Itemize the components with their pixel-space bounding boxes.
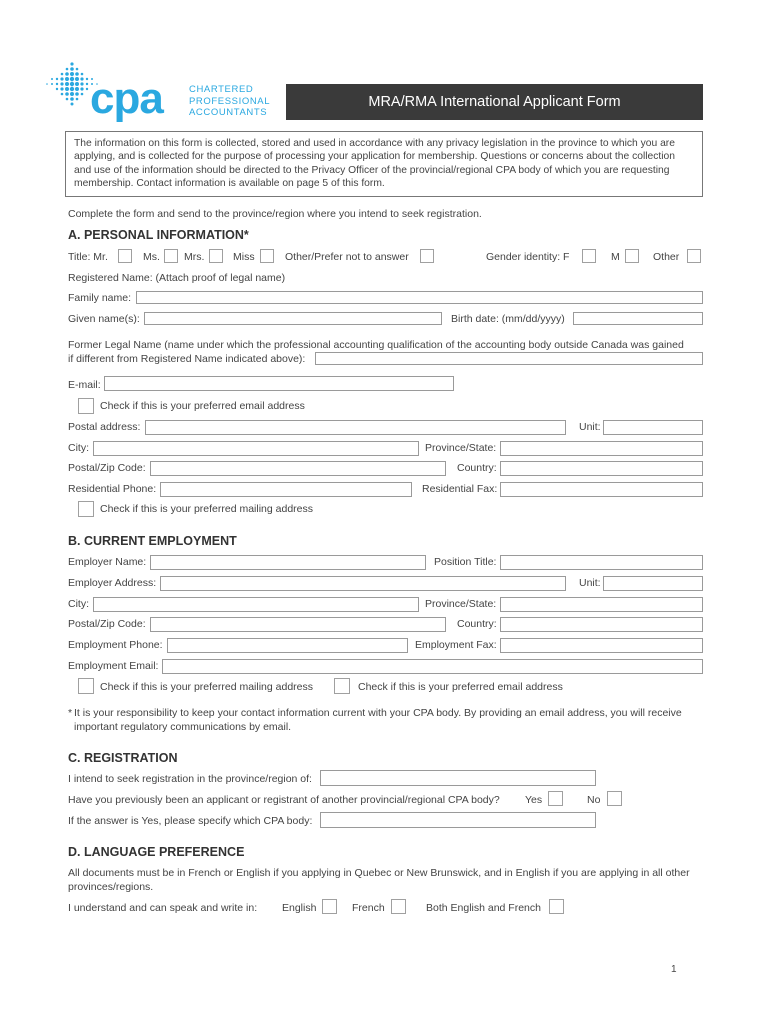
logo-wordmark: cpa [90,74,163,123]
family-name-label: Family name: [68,292,132,304]
logo-sub-line: PROFESSIONAL [189,95,271,107]
postal-code-label: Postal/Zip Code: [68,462,146,474]
province-label: Province/State: [425,442,497,454]
title-ms-checkbox[interactable] [164,249,178,263]
preferred-mailing-label: Check if this is your preferred mailing address [100,503,314,515]
title-mrs-checkbox[interactable] [209,249,223,263]
employer-country-label: Country: [457,618,497,630]
unit-input[interactable] [603,420,703,435]
employment-email-label: Employment Email: [68,660,159,672]
intend-registration-label: I intend to seek registration in the province/region of: [68,773,312,785]
previous-yes-label: Yes [525,794,543,806]
section-b-heading: B. CURRENT EMPLOYMENT [68,534,237,548]
position-title-label: Position Title: [434,556,497,568]
registered-name-label: Registered Name: (Attach proof of legal name) [68,272,286,284]
residential-phone-input[interactable] [160,482,412,497]
gender-f-checkbox[interactable] [582,249,596,263]
documents-language-note-2: provinces/regions. [68,881,154,893]
specify-body-label: If the answer is Yes, please specify which CPA body: [68,815,313,827]
employer-postal-code-label: Postal/Zip Code: [68,618,146,630]
given-names-label: Given name(s): [68,313,140,325]
employer-city-label: City: [68,598,89,610]
postal-code-input[interactable] [150,461,446,476]
city-input[interactable] [93,441,419,456]
both-languages-checkbox[interactable] [549,899,564,914]
province-input[interactable] [500,441,703,456]
logo-sub-line: ACCOUNTANTS [189,107,268,118]
section-c-heading: C. REGISTRATION [68,751,178,765]
email-input[interactable] [104,376,454,391]
postal-address-label: Postal address: [68,421,141,433]
employer-address-label: Employer Address: [68,577,157,589]
employer-name-input[interactable] [150,555,426,570]
postal-address-input[interactable] [145,420,566,435]
employer-city-input[interactable] [93,597,419,612]
both-languages-label: Both English and French [426,902,541,914]
intend-registration-input[interactable] [320,770,596,786]
employer-province-input[interactable] [500,597,703,612]
previous-no-label: No [587,794,601,806]
form-title: MRA/RMA International Applicant Form [286,84,703,120]
employer-address-input[interactable] [160,576,566,591]
former-legal-label-1: Former Legal Name (name under which the professional accounting qualification of the accounting body outside Canada was gained [68,339,684,351]
gender-other-label: Other [653,251,680,263]
previous-yes-checkbox[interactable] [548,791,563,806]
gender-m-label: M [611,251,620,263]
title-miss-label: Miss [233,251,255,263]
title-label: Title: Mr. [68,251,108,263]
employment-fax-input[interactable] [500,638,703,653]
documents-language-note-1: All documents must be in French or English if you applying in Quebec or New Brunswick, and in English if you are applying in all other [68,867,690,879]
previous-applicant-label: Have you previously been an applicant or registrant of another provincial/regional CPA body? [68,794,500,806]
birth-date-label: Birth date: (mm/dd/yyyy) [451,313,565,325]
english-label: English [282,902,317,914]
english-checkbox[interactable] [322,899,337,914]
residential-fax-label: Residential Fax: [422,483,498,495]
section-d-heading: D. LANGUAGE PREFERENCE [68,845,245,859]
cpa-logo [44,60,284,130]
employer-name-label: Employer Name: [68,556,147,568]
french-label: French [352,902,385,914]
former-legal-name-input[interactable] [315,352,703,365]
employer-country-input[interactable] [500,617,703,632]
responsibility-note-1: It is your responsibility to keep your contact information current with your CPA body. By providing an email address, you will receive [74,707,682,719]
preferred-mailing-checkbox[interactable] [78,501,94,517]
employment-preferred-email-label: Check if this is your preferred email address [358,681,563,693]
section-a-heading: A. PERSONAL INFORMATION* [68,228,249,242]
title-mrs-label: Mrs. [184,251,205,263]
city-label: City: [68,442,89,454]
privacy-notice: The information on this form is collected, stored and used in accordance with any privacy legislation in the province to which you are applying, and is collected for the purpose of processing your application for membership. Questions or concerns about the collection and use of the information should be directed to the Privacy Officer of the provincial/regional CPA body of which you are requesting membership. Contact information is available on page 5 of this form. [65,131,703,197]
country-label: Country: [457,462,497,474]
given-names-input[interactable] [144,312,442,325]
residential-phone-label: Residential Phone: [68,483,157,495]
email-label: E-mail: [68,379,101,391]
gender-m-checkbox[interactable] [625,249,639,263]
family-name-input[interactable] [136,291,703,304]
responsibility-note-2: important regulatory communications by email. [74,721,292,733]
understand-language-label: I understand and can speak and write in: [68,902,258,914]
french-checkbox[interactable] [391,899,406,914]
specify-body-input[interactable] [320,812,596,828]
title-other-checkbox[interactable] [420,249,434,263]
logo-sub-line: CHARTERED [189,84,254,95]
employer-unit-label: Unit: [579,577,601,589]
page-number: 1 [671,964,677,975]
former-legal-label-2: if different from Registered Name indicated above): [68,353,306,365]
employment-email-input[interactable] [162,659,703,674]
employment-preferred-mailing-label: Check if this is your preferred mailing address [100,681,314,693]
title-other-label: Other/Prefer not to answer [285,251,409,263]
logo-subtitle [189,84,270,119]
preferred-email-checkbox[interactable] [78,398,94,414]
title-miss-checkbox[interactable] [260,249,274,263]
country-input[interactable] [500,461,703,476]
residential-fax-input[interactable] [500,482,703,497]
title-mr-checkbox[interactable] [118,249,132,263]
employer-unit-input[interactable] [603,576,703,591]
intro-text: Complete the form and send to the province/region where you intend to seek registration. [68,208,482,220]
gender-other-checkbox[interactable] [687,249,701,263]
gender-label: Gender identity: F [486,251,570,263]
employment-fax-label: Employment Fax: [415,639,497,651]
preferred-email-label: Check if this is your preferred email address [100,400,305,412]
responsibility-asterisk: * [68,707,73,719]
employer-postal-code-input[interactable] [150,617,446,632]
unit-label: Unit: [579,421,601,433]
position-title-input[interactable] [500,555,703,570]
birth-date-input[interactable] [573,312,703,325]
employer-province-label: Province/State: [425,598,497,610]
employment-phone-input[interactable] [167,638,408,653]
employment-preferred-email-checkbox[interactable] [334,678,350,694]
title-ms-label: Ms. [143,251,160,263]
employment-phone-label: Employment Phone: [68,639,163,651]
previous-no-checkbox[interactable] [607,791,622,806]
employment-preferred-mailing-checkbox[interactable] [78,678,94,694]
